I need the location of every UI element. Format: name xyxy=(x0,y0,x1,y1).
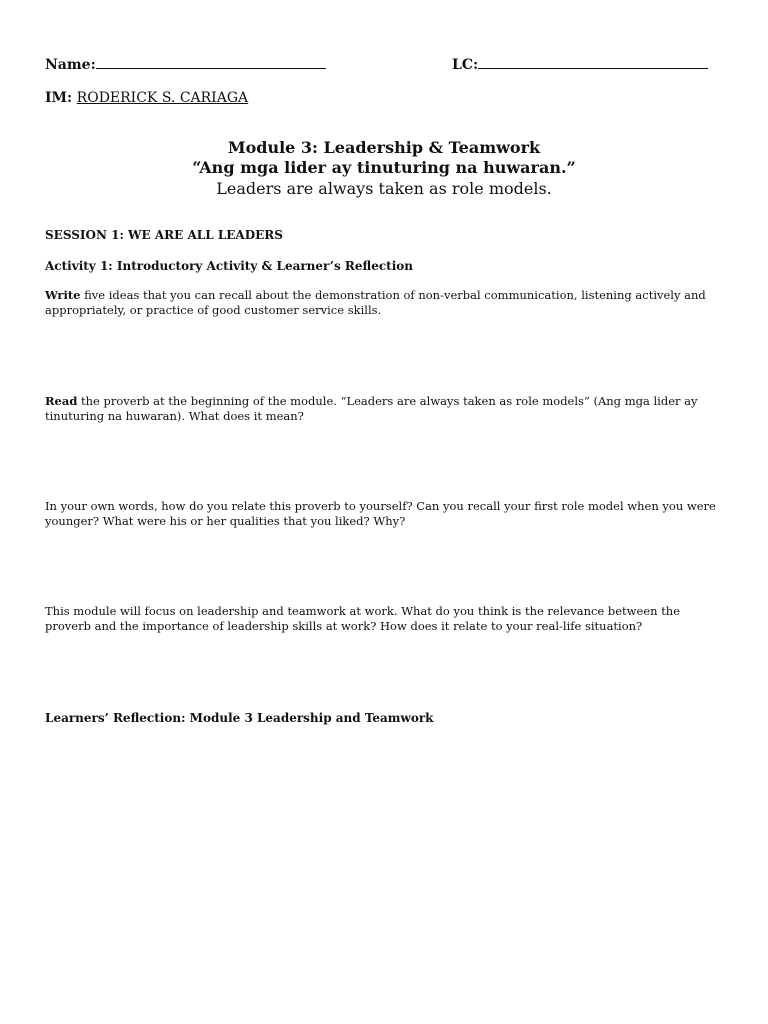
lc-label: LC: xyxy=(452,57,479,73)
question-text: the proverb at the beginning of the module. “Leaders are always taken as role models” (Ang mga lider ay tinuturing na huwaran). What does it mean? xyxy=(45,394,698,423)
name-label: Name: xyxy=(45,57,96,73)
question-text: five ideas that you can recall about the demonstration of non-verbal communication, listening actively and appropriately, or practice of good customer service skills. xyxy=(45,288,706,317)
reflection-heading: Learners’ Reflection: Module 3 Leadership and Teamwork xyxy=(45,711,434,725)
lc-field xyxy=(452,56,708,73)
name-field xyxy=(45,56,326,73)
module-title: Module 3: Leadership & Teamwork xyxy=(227,138,541,157)
question-lead: Write xyxy=(45,288,81,302)
question-read xyxy=(45,394,725,424)
question-lead: Read xyxy=(45,394,78,408)
activity-heading: Activity 1: Introductory Activity & Learner’s Reflection xyxy=(45,259,414,273)
question-relate xyxy=(45,499,725,529)
lc-blank[interactable] xyxy=(478,56,708,69)
session-heading: SESSION 1: WE ARE ALL LEADERS xyxy=(45,228,283,242)
question-relevance xyxy=(45,604,725,634)
question-write xyxy=(45,288,725,318)
question-text: In your own words, how do you relate this proverb to yourself? Can you recall your first role model when you were younger? What were his or her qualities that you liked? Why? xyxy=(45,499,716,528)
im-label: IM: xyxy=(45,90,73,106)
question-text: This module will focus on leadership and teamwork at work. What do you think is the relevance between the proverb and the importance of leadership skills at work? How does it relate to your real-life situation? xyxy=(45,604,681,633)
im-field xyxy=(45,90,248,106)
proverb-tagalog: “Ang mga lider ay tinuturing na huwaran.” xyxy=(192,158,576,177)
im-value: RODERICK S. CARIAGA xyxy=(76,90,249,106)
name-blank[interactable] xyxy=(96,56,326,69)
proverb-english: Leaders are always taken as role models. xyxy=(216,179,552,198)
